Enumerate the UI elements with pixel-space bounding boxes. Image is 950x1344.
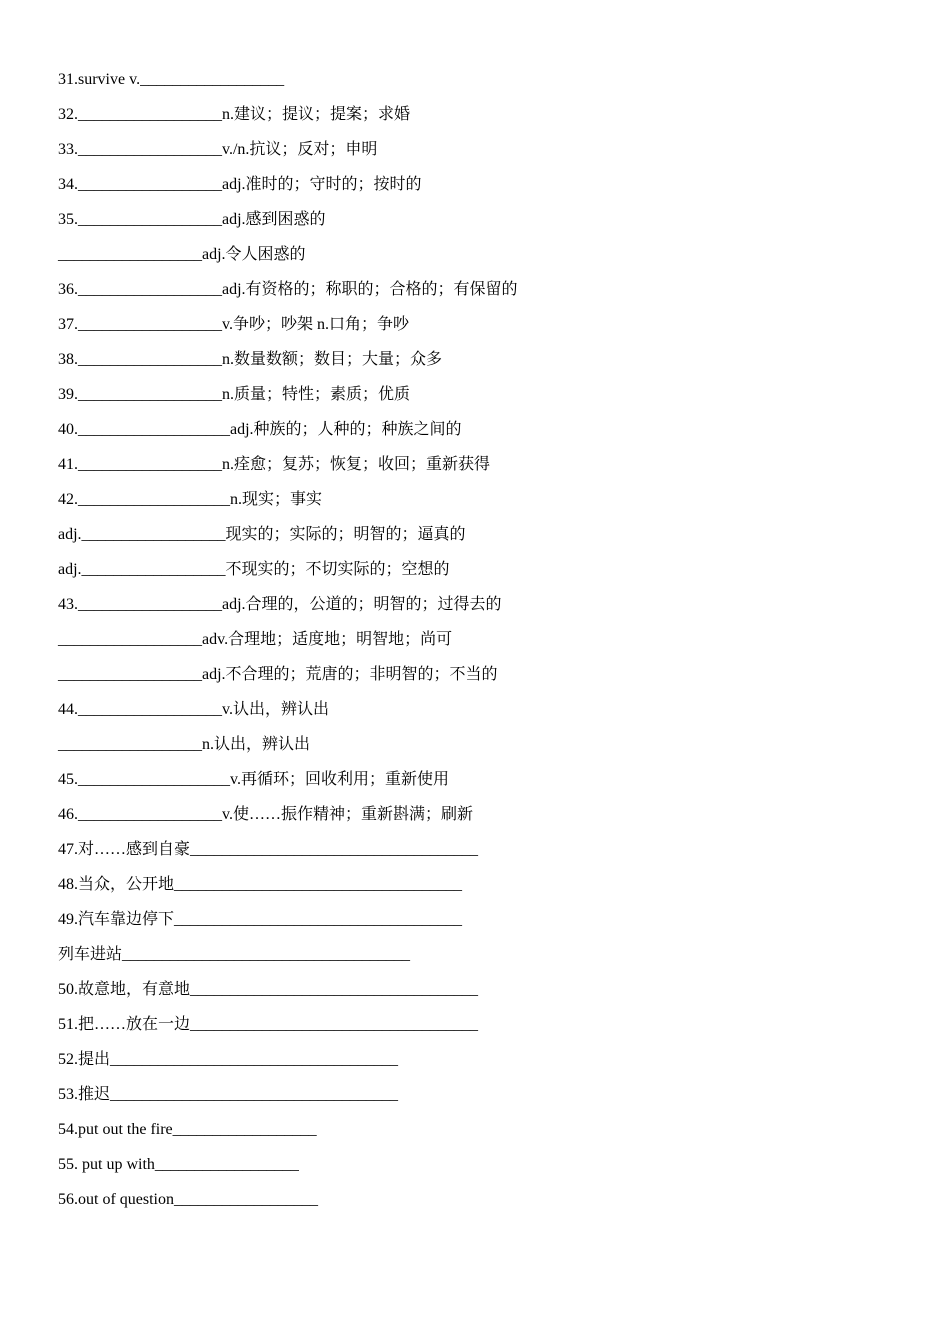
worksheet-line: 51.把……放在一边____________________________________ bbox=[58, 1016, 479, 1033]
worksheet-line: __________________adv.合理地；适度地；明智地；尚可 bbox=[58, 631, 453, 648]
worksheet-line: 40.___________________adj.种族的；人种的；种族之间的 bbox=[58, 421, 462, 438]
worksheet-line: 38.__________________n.数量数额；数目；大量；众多 bbox=[58, 351, 443, 368]
worksheet-line: adj.__________________现实的；实际的；明智的；逼真的 bbox=[58, 526, 466, 543]
worksheet-line: 35.__________________adj.感到困惑的 bbox=[58, 211, 326, 228]
worksheet-line: 44.__________________v.认出，辨认出 bbox=[58, 701, 329, 718]
worksheet-line: 53.推迟____________________________________ bbox=[58, 1086, 399, 1103]
worksheet-line: 56.out of question__________________ bbox=[58, 1191, 318, 1208]
worksheet-line: 52.提出____________________________________ bbox=[58, 1051, 399, 1068]
worksheet-line: 46.__________________v.使……振作精神；重新斟满；刷新 bbox=[58, 806, 473, 823]
worksheet-line: 41.__________________n.痊愈；复苏；恢复；收回；重新获得 bbox=[58, 456, 491, 473]
worksheet-line: __________________adj.不合理的；荒唐的；非明智的；不当的 bbox=[58, 666, 498, 683]
worksheet-line: 36.__________________adj.有资格的；称职的；合格的；有保留的 bbox=[58, 281, 518, 298]
worksheet-line: 54.put out the fire__________________ bbox=[58, 1121, 317, 1138]
worksheet-line: 34.__________________adj.准时的；守时的；按时的 bbox=[58, 176, 422, 193]
worksheet-line: __________________n.认出，辨认出 bbox=[58, 736, 311, 753]
worksheet-line: 48.当众，公开地____________________________________ bbox=[58, 876, 463, 893]
worksheet-line: 47.对……感到自豪____________________________________ bbox=[58, 841, 479, 858]
worksheet-line: __________________adj.令人困惑的 bbox=[58, 246, 306, 263]
worksheet-line: 43.__________________adj.合理的，公道的；明智的；过得去的 bbox=[58, 596, 502, 613]
worksheet-line: 32.__________________n.建议；提议；提案；求婚 bbox=[58, 106, 411, 123]
worksheet-line: 55. put up with__________________ bbox=[58, 1156, 299, 1173]
worksheet-line: 39.__________________n.质量；特性；素质；优质 bbox=[58, 386, 411, 403]
worksheet-line: 42.___________________n.现实；事实 bbox=[58, 491, 323, 508]
worksheet-line: 31.survive v.__________________ bbox=[58, 71, 285, 88]
worksheet-line: 49.汽车靠边停下____________________________________ bbox=[58, 911, 463, 928]
worksheet-line: 列车进站____________________________________ bbox=[58, 946, 411, 963]
worksheet-line: 45.___________________v.再循环；回收利用；重新使用 bbox=[58, 771, 449, 788]
worksheet-line: 50.故意地，有意地____________________________________ bbox=[58, 981, 479, 998]
worksheet bbox=[58, 67, 918, 1222]
worksheet-line: adj.__________________不现实的；不切实际的；空想的 bbox=[58, 561, 450, 578]
worksheet-line: 37.__________________v.争吵；吵架 n.口角；争吵 bbox=[58, 316, 409, 333]
worksheet-line: 33.__________________v./n.抗议；反对；申明 bbox=[58, 141, 378, 158]
